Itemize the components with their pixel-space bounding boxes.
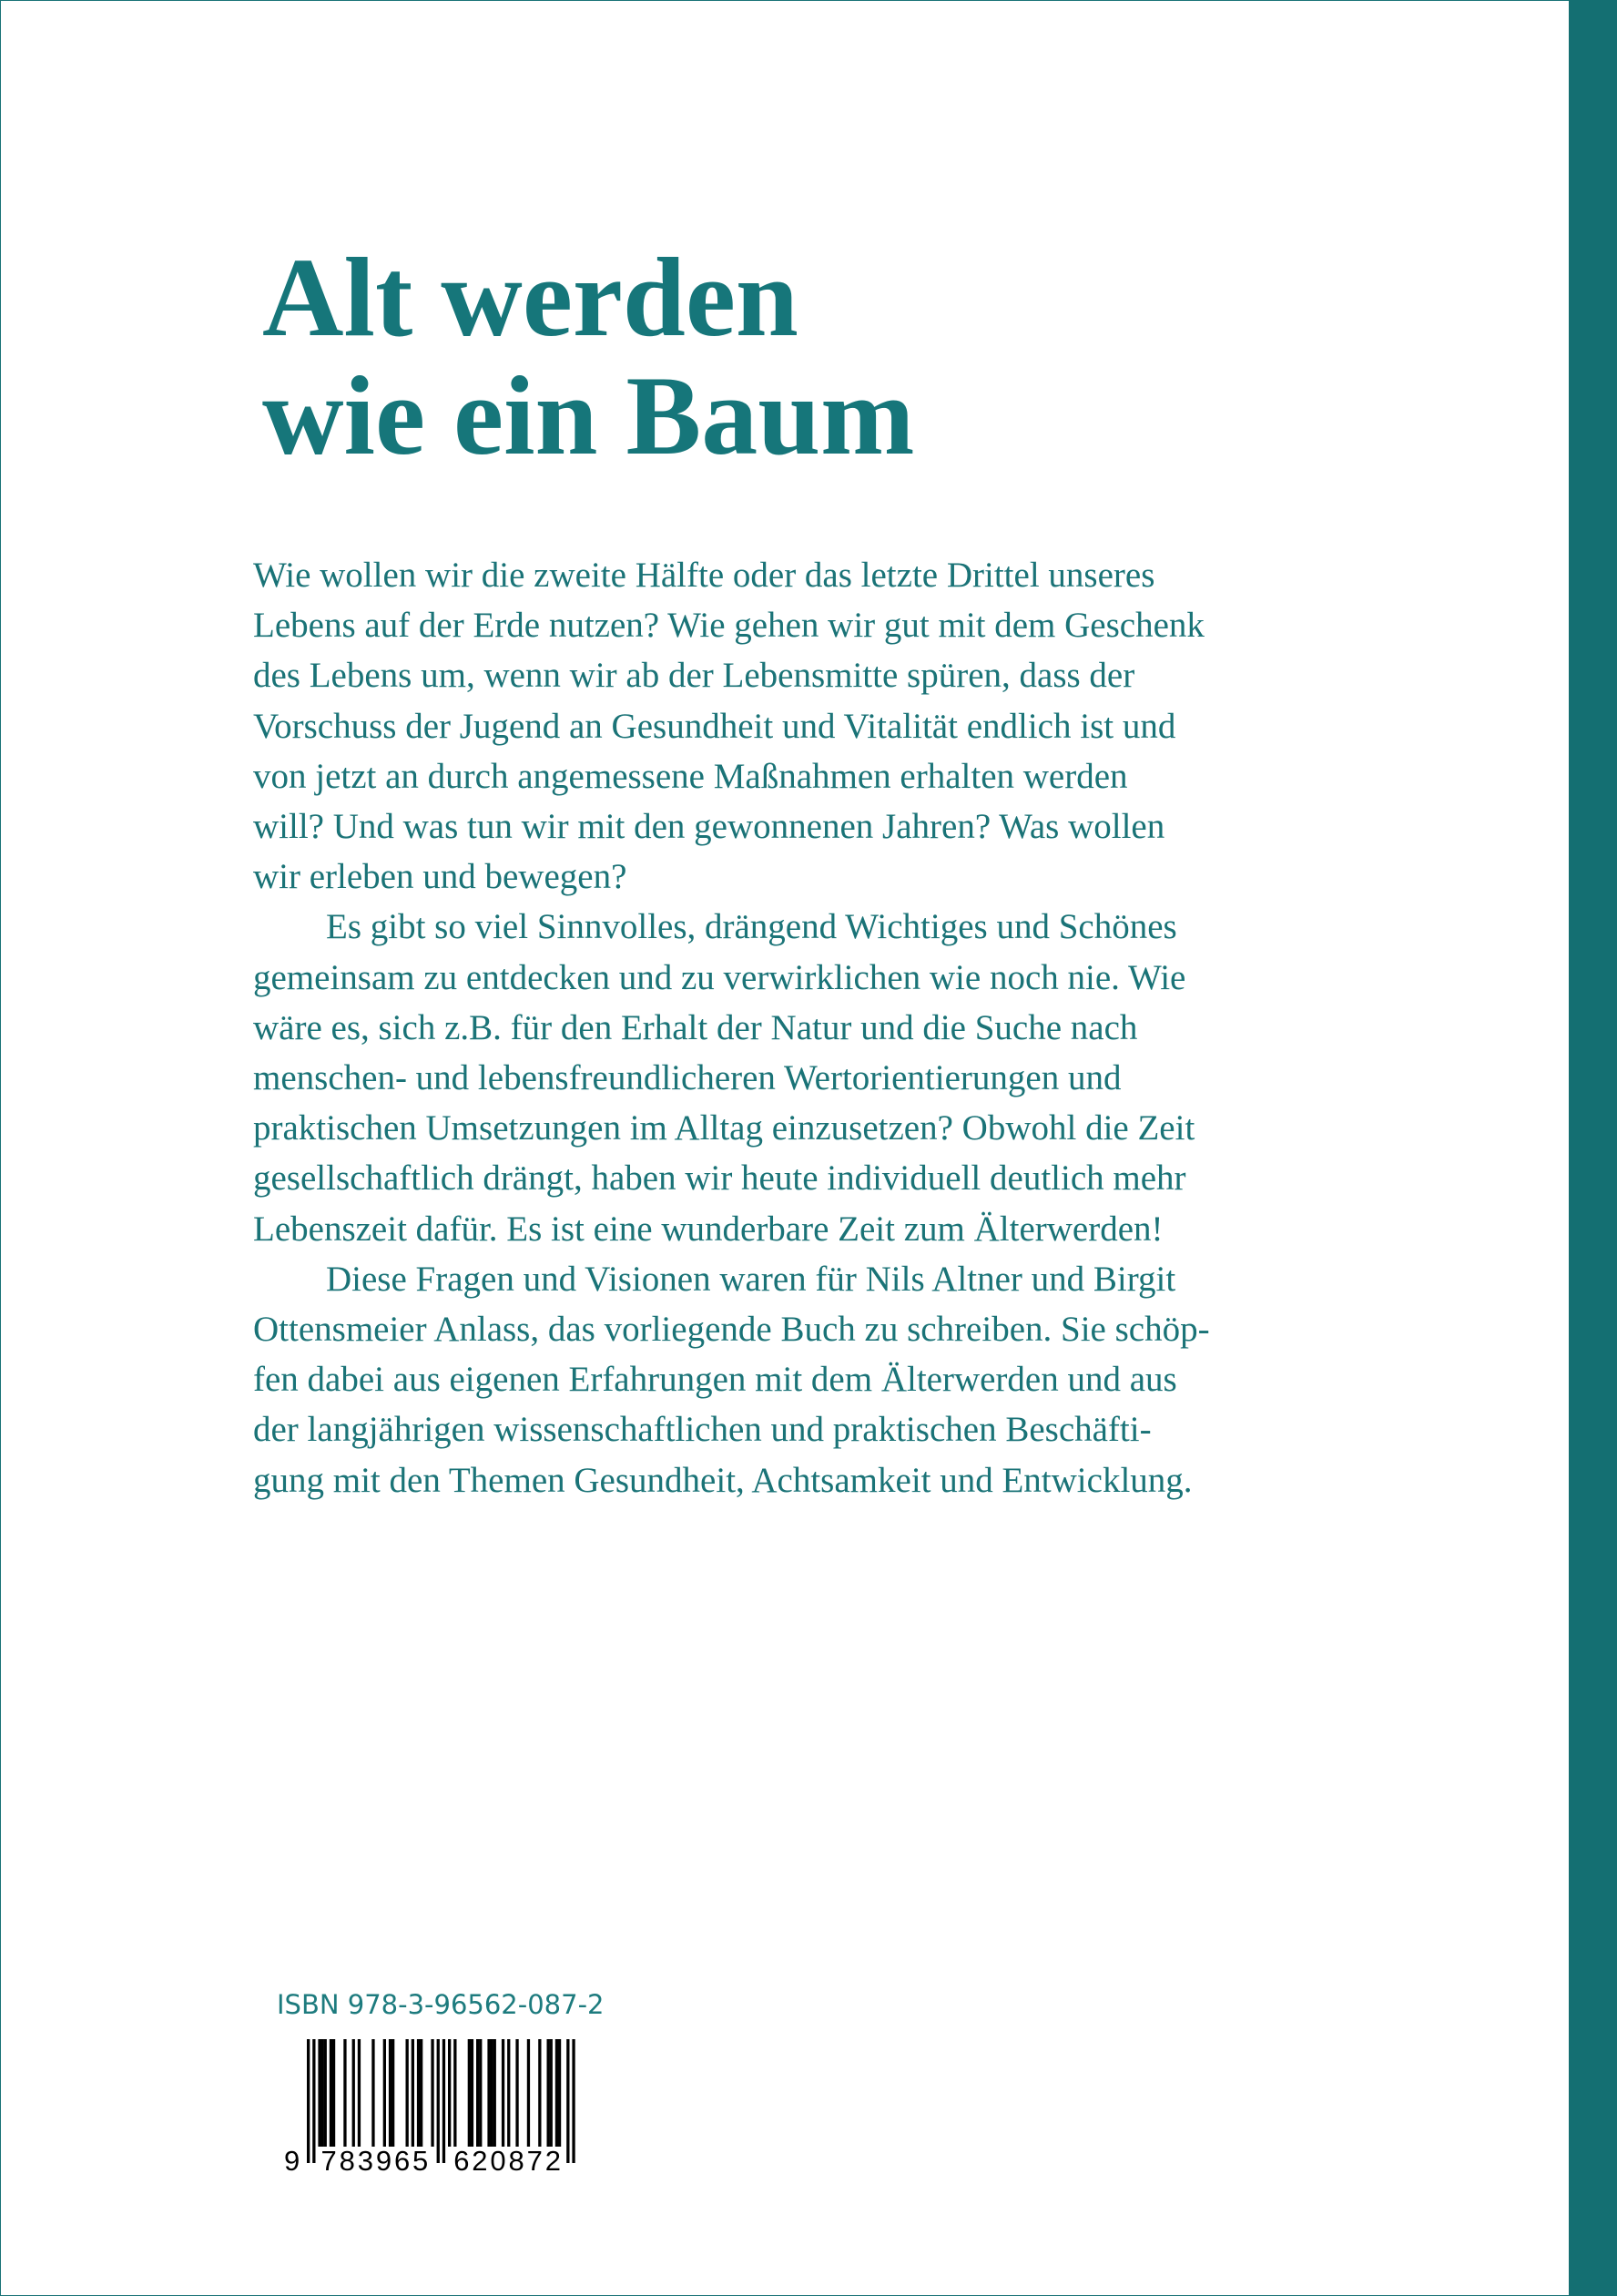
blurb-line: menschen- und lebensfreundlicheren Wertorientierungen und [253, 1058, 1122, 1098]
barcode-bar [437, 2039, 440, 2163]
barcode-bar [493, 2039, 496, 2147]
blurb-text [253, 550, 1400, 1505]
barcode-bar [547, 2039, 550, 2147]
barcode-bar [389, 2039, 392, 2147]
barcode-bar [343, 2039, 346, 2147]
blurb-line: wäre es, sich z.B. für den Erhalt der Natur und die Suche nach [253, 1007, 1138, 1047]
barcode-bar [307, 2039, 310, 2163]
barcode-bar [527, 2039, 530, 2147]
barcode-bar [318, 2039, 320, 2147]
barcode-bar [502, 2039, 504, 2147]
barcode-bar [420, 2039, 422, 2147]
isbn-label: ISBN 978-3-96562-087-2 [277, 1989, 605, 2020]
barcode-bar [431, 2039, 433, 2147]
barcode-bar [330, 2039, 332, 2147]
barcode-bar [392, 2039, 394, 2147]
barcode-bar [442, 2039, 445, 2163]
barcode-bar [566, 2039, 569, 2163]
blurb-line: gesellschaftlich drängt, haben wir heute individuell deutlich mehr [253, 1158, 1186, 1199]
book-title [262, 235, 915, 478]
barcode-digits: 783965 [320, 2145, 429, 2177]
barcode-bar [406, 2039, 409, 2147]
blurb-line: will? Und was tun wir mit den gewonnenen Jahren? Was wollen [253, 807, 1165, 847]
blurb-line: wir erleben und bewegen? [253, 857, 627, 897]
title-line: Alt werden [262, 235, 798, 360]
blurb-line: fen dabei aus eigenen Erfahrungen mit dem Älterwerden und aus [253, 1360, 1177, 1400]
barcode-bar [312, 2039, 315, 2163]
barcode-bar [476, 2039, 479, 2147]
blurb-line: Es gibt so viel Sinnvolles, drängend Wichtiges und Schönes [326, 907, 1177, 947]
blurb-line: Wie wollen wir die zweite Hälfte oder das letzte Drittel unseres [253, 556, 1155, 595]
blurb-line: Vorschuss der Jugend an Gesundheit und Vitalität endlich ist und [253, 706, 1176, 746]
barcode-bar [453, 2039, 456, 2147]
blurb-line: Lebenszeit dafür. Es ist eine wunderbare Zeit zum Älterwerden! [253, 1209, 1164, 1249]
title-line: wie ein Baum [262, 353, 915, 478]
blurb-line: Diese Fragen und Visionen waren für Nils Altner und Birgit [326, 1259, 1176, 1299]
barcode-bar [324, 2039, 327, 2147]
barcode-bar [412, 2039, 414, 2147]
barcode-digits: 9 [284, 2145, 300, 2177]
barcode-bar [479, 2039, 482, 2147]
barcode-bar [371, 2039, 374, 2147]
spine-stripe [1569, 0, 1617, 2296]
blurb-line: Ottensmeier Anlass, das vorliegende Buch zu schreiben. Sie schöp- [253, 1310, 1210, 1350]
barcode [273, 2036, 583, 2182]
barcode-bar [321, 2039, 324, 2147]
blurb-line: des Lebens um, wenn wir ab der Lebensmitte spüren, dass der [253, 656, 1135, 696]
barcode-bar [417, 2039, 420, 2147]
barcode-bar [468, 2039, 471, 2147]
blurb-line: praktischen Umsetzungen im Alltag einzusetzen? Obwohl die Zeit [253, 1108, 1195, 1148]
barcode-bar [487, 2039, 490, 2147]
barcode-bar [555, 2039, 558, 2147]
barcode-bar [515, 2039, 518, 2147]
barcode-bar [491, 2039, 493, 2147]
barcode-bar [448, 2039, 451, 2147]
barcode-bar [352, 2039, 355, 2147]
blurb-line: der langjährigen wissenschaftlichen und praktischen Beschäfti- [253, 1410, 1152, 1450]
barcode-digits: 620872 [453, 2145, 561, 2177]
blurb-line: gung mit den Themen Gesundheit, Achtsamkeit und Entwicklung. [253, 1460, 1193, 1500]
barcode-bar [572, 2039, 575, 2163]
blurb-line: Lebens auf der Erde nutzen? Wie gehen wir gut mit dem Geschenk [253, 606, 1205, 646]
barcode-bar [550, 2039, 553, 2147]
barcode-bar [507, 2039, 510, 2147]
blurb-line: gemeinsam zu entdecken und zu verwirklichen wie noch nie. Wie [253, 957, 1186, 997]
barcode-bar [538, 2039, 541, 2147]
barcode-bar [471, 2039, 473, 2147]
barcode-bar [558, 2039, 561, 2147]
barcode-bar [358, 2039, 361, 2147]
blurb-line: von jetzt an durch angemessene Maßnahmen erhalten werden [253, 756, 1128, 796]
barcode-bar [332, 2039, 335, 2147]
barcode-bar [383, 2039, 386, 2147]
